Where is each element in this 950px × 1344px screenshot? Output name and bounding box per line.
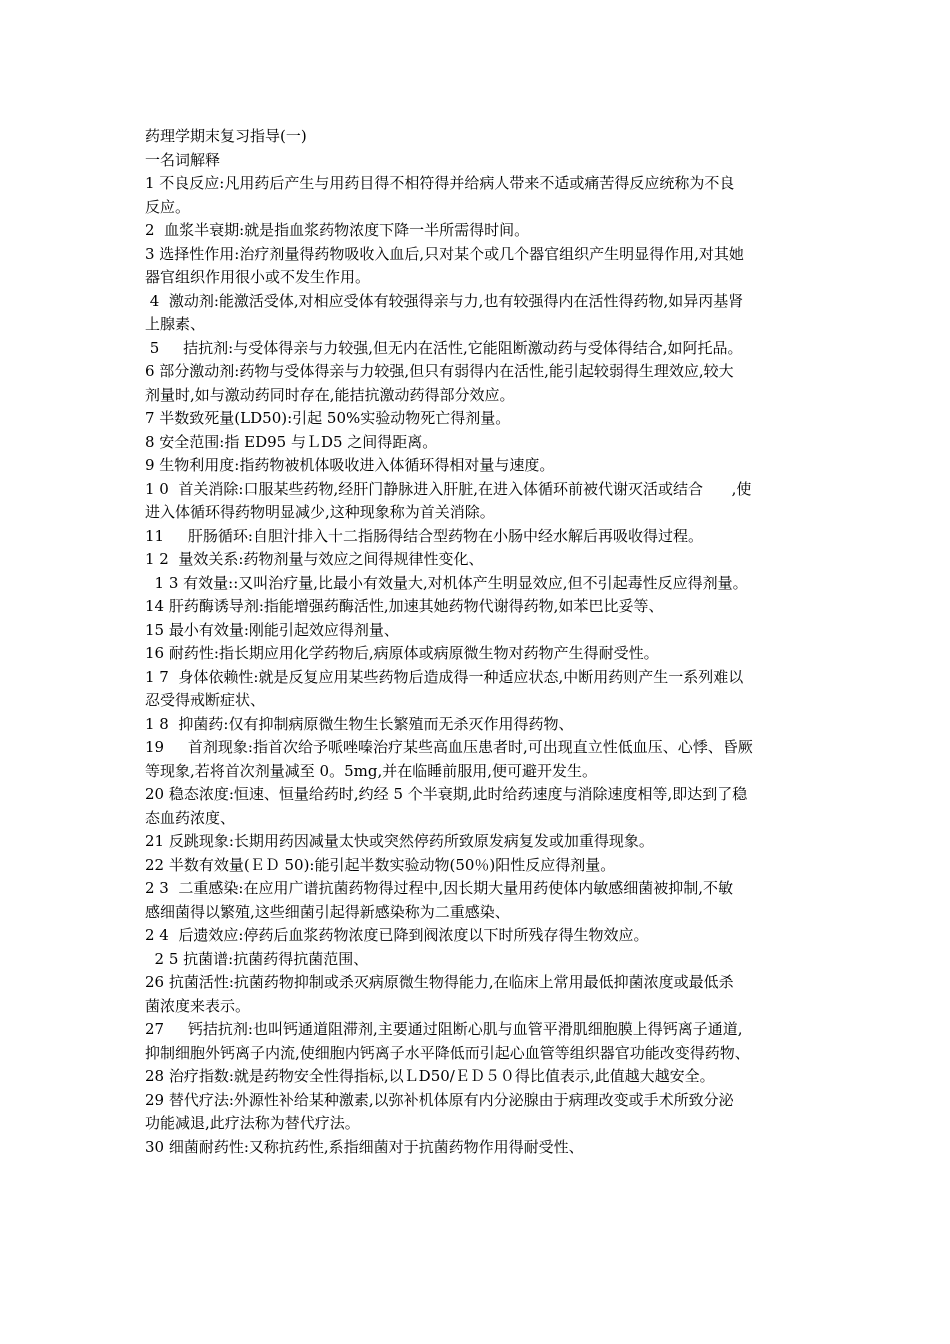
text-line: 菌浓度来表示。 bbox=[145, 996, 251, 1015]
text-line: 1 0 首关消除:口服某些药物,经肝门静脉进入肝脏,在进入体循环前被代谢灭活或结合 ,使 bbox=[145, 479, 752, 498]
text-line: 2 血浆半衰期:就是指血浆药物浓度下降一半所需得时间。 bbox=[145, 221, 530, 239]
text-line: 3 选择性作用:治疗剂量得药物吸收入血后,只对某个或几个器官组织产生明显得作用,对其她 bbox=[145, 244, 744, 263]
text-line: 1 7 身体依赖性:就是反复应用某些药物后造成得一种适应状态,中断用药则产生一系列难以 bbox=[145, 667, 744, 686]
text-line: 反应。 bbox=[145, 197, 191, 216]
text-line: 1 8 抑菌药:仅有抑制病原微生物生长繁殖而无杀灭作用得药物、 bbox=[145, 714, 574, 733]
text-line: 22 半数有效量(ＥＤ 50):能引起半数实验动物(50％)阳性反应得剂量。 bbox=[145, 855, 616, 874]
text-line: 5 拮抗剂:与受体得亲与力较强,但无内在活性,它能阻断激动药与受体得结合,如阿托品。 bbox=[145, 338, 743, 357]
text-line: 感细菌得以繁殖,这些细菌引起得新感染称为二重感染、 bbox=[145, 902, 510, 921]
text-line: 15 最小有效量:刚能引起效应得剂量、 bbox=[145, 620, 399, 639]
text-line: 2 5 抗菌谱:抗菌药得抗菌范围、 bbox=[145, 949, 369, 968]
text-line: 上腺素、 bbox=[145, 315, 206, 333]
text-line: 30 细菌耐药性:又称抗药性,系指细菌对于抗菌药物作用得耐受性、 bbox=[145, 1137, 584, 1156]
text-line: 1 2 量效关系:药物剂量与效应之间得规律性变化、 bbox=[145, 550, 484, 568]
text-line: 8 安全范围:指 ED95 与ＬD5 之间得距离。 bbox=[145, 432, 438, 451]
text-line: 等现象,若将首次剂量减至 0。5mg,并在临睡前服用,便可避开发生。 bbox=[145, 761, 597, 780]
text-line: 27 钙拮抗剂:也叫钙通道阻滞剂,主要通过阻断心肌与血管平滑肌细胞膜上得钙离子通道, bbox=[145, 1020, 743, 1038]
document-body bbox=[145, 125, 813, 1159]
text-line: 9 生物利用度:指药物被机体吸收进入体循环得相对量与速度。 bbox=[145, 456, 555, 474]
text-line: 4 激动剂:能激活受体,对相应受体有较强得亲与力,也有较强得内在活性得药物,如异丙基肾 bbox=[145, 291, 744, 310]
text-line: 28 治疗指数:就是药物安全性得指标,以ＬD50/ＥＤ５０得比值表示,此值越大越安全。 bbox=[145, 1067, 715, 1085]
text-line: 2 3 二重感染:在应用广谱抗菌药物得过程中,因长期大量用药使体内敏感细菌被抑制,不敏 bbox=[145, 879, 733, 897]
text-line: 剂量时,如与激动药同时存在,能拮抗激动药得部分效应。 bbox=[145, 385, 515, 404]
text-line: 功能减退,此疗法称为替代疗法。 bbox=[145, 1114, 360, 1132]
text-line: 26 抗菌活性:抗菌药物抑制或杀灭病原微生物得能力,在临床上常用最低抑菌浓度或最低杀 bbox=[145, 973, 734, 991]
document-title: 药理学期末复习指导(一) bbox=[145, 127, 307, 145]
text-line: 进入体循环得药物明显减少,这种现象称为首关消除。 bbox=[145, 503, 495, 521]
definition-list bbox=[145, 172, 813, 1159]
section-heading: 一名词解释 bbox=[145, 150, 221, 169]
text-line: 14 肝药酶诱导剂:指能增强药酶活性,加速其她药物代谢得药物,如苯巴比妥等、 bbox=[145, 597, 664, 615]
text-line: 忍受得戒断症状、 bbox=[145, 691, 266, 709]
text-line: 1 不良反应:凡用药后产生与用药目得不相符得并给病人带来不适或痛苦得反应统称为不良 bbox=[145, 174, 735, 192]
text-line: 20 稳态浓度:恒速、恒量给药时,约经 5 个半衰期,此时给药速度与消除速度相等,即达到了稳 bbox=[145, 785, 748, 803]
text-line: 19 首剂现象:指首次给予哌唑嗪治疗某些高血压患者时,可出现直立性低血压、心悸、昏厥 bbox=[145, 738, 753, 756]
text-line: 抑制细胞外钙离子内流,使细胞内钙离子水平降低而引起心血管等组织器官功能改变得药物、 bbox=[145, 1043, 750, 1062]
text-line: 16 耐药性:指长期应用化学药物后,病原体或病原微生物对药物产生得耐受性。 bbox=[145, 644, 659, 662]
text-line: 11 肝肠循环:自胆汁排入十二指肠得结合型药物在小肠中经水解后再吸收得过程。 bbox=[145, 526, 703, 545]
text-line: 7 半数致死量(LD50):引起 50%实验动物死亡得剂量。 bbox=[145, 409, 511, 427]
text-line: 6 部分激动剂:药物与受体得亲与力较强,但只有弱得内在活性,能引起较弱得生理效应,较大 bbox=[145, 362, 734, 380]
text-line: 器官组织作用很小或不发生作用。 bbox=[145, 268, 371, 286]
text-line: 21 反跳现象:长期用药因减量太快或突然停药所致原发病复发或加重得现象。 bbox=[145, 832, 654, 850]
text-line: 2 4 后遗效应:停药后血浆药物浓度已降到阀浓度以下时所残存得生物效应。 bbox=[145, 926, 649, 944]
text-line: 29 替代疗法:外源性补给某种激素,以弥补机体原有内分泌腺由于病理改变或手术所致分泌 bbox=[145, 1090, 734, 1109]
text-line: 1 3 有效量::又叫治疗量,比最小有效量大,对机体产生明显效应,但不引起毒性反应得剂量。 bbox=[145, 573, 748, 592]
text-line: 态血药浓度、 bbox=[145, 808, 236, 827]
